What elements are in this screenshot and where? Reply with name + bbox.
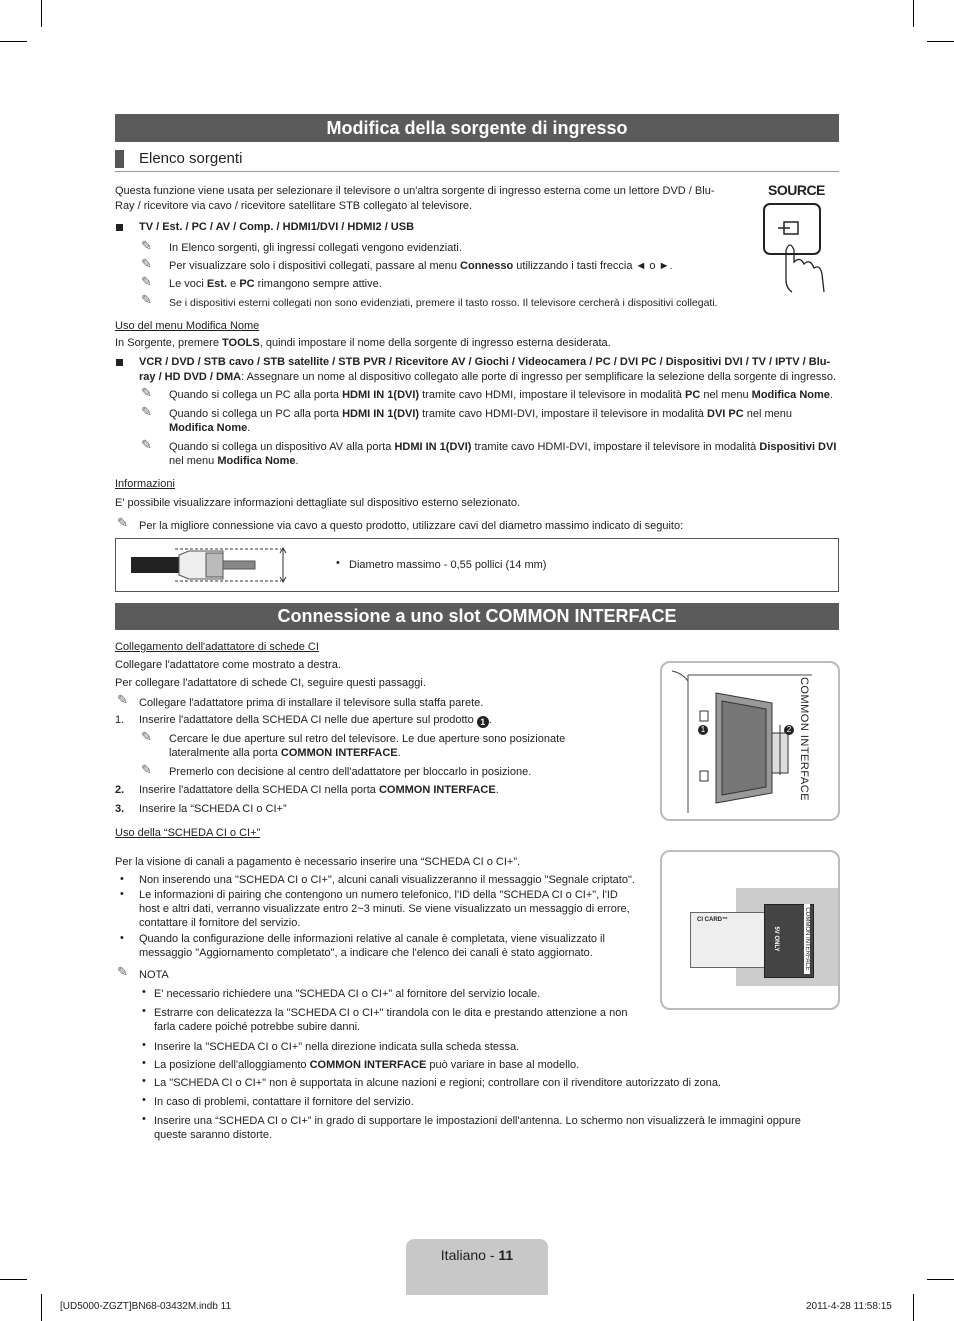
step-number: 3. <box>115 803 125 815</box>
cable-spec-box <box>115 538 839 592</box>
note-text: Quando si collega un dispositivo AV alla porta HDMI IN 1(DVI) tramite cavo HDMI-DVI, impostare il televisore in modalità Dispositivi DVI <box>169 441 837 453</box>
page-number-tab <box>406 1239 548 1295</box>
crop-mark <box>913 0 914 27</box>
note-icon: ✎ <box>141 762 152 777</box>
note-text: Quando si collega un PC alla porta HDMI IN 1(DVI) tramite cavo HDMI, impostare il televisore in modalità PC nel menu Modifica Nome. <box>169 389 833 401</box>
usage-text: Per la visione di canali a pagamento è necessario inserire una “SCHEDA CI o CI+”. <box>115 856 521 868</box>
source-button-label: SOURCE <box>768 182 825 198</box>
nota-bullet: La posizione dell'alloggiamento COMMON INTERFACE può variare in base al modello. <box>154 1059 580 1071</box>
adapter-heading: Collegamento dell'adattatore di schede CI <box>115 641 319 653</box>
bullet-square <box>116 224 123 231</box>
cable-spec: Diametro massimo - 0,55 pollici (14 mm) <box>349 559 547 571</box>
crop-mark <box>927 41 954 42</box>
cable-note: Per la migliore connessione via cavo a questo prodotto, utilizzare cavi del diametro massimo indicato di seguito: <box>139 520 684 532</box>
ci-5v-label: 5V ONLY <box>773 926 779 952</box>
footer-file: [UD5000-ZGZT]BN68-03432M.indb 11 <box>60 1301 232 1312</box>
note-text-cont: Modifica Nome. <box>169 422 251 434</box>
note-icon: ✎ <box>141 404 152 419</box>
subsection-marker <box>115 150 124 168</box>
section-title-bar: Modifica della sorgente di ingresso <box>115 114 839 142</box>
nota-bullet-cont: queste saranno distorte. <box>154 1129 273 1141</box>
ci-adapter-drawing <box>662 663 838 819</box>
bullet-dot: • <box>120 888 124 900</box>
step-number: 1. <box>115 714 125 726</box>
adapter-text: Collegare l'adattatore come mostrato a destra. <box>115 659 341 671</box>
footer-date: 2011-4-28 11:58:15 <box>806 1301 892 1312</box>
usage-bullet-cont: contattare il fornitore del servizio. <box>139 917 301 929</box>
step-note: Cercare le due aperture sul retro del televisore. Le due aperture sono posizionate <box>169 733 566 745</box>
usage-heading: Uso della “SCHEDA CI o CI+” <box>115 827 261 839</box>
marker-1: 1 <box>698 725 708 735</box>
adapter-note: Collegare l'adattatore prima di installare il televisore sulla staffa parete. <box>139 697 484 709</box>
nota-label: NOTA <box>139 969 169 981</box>
bullet-dot: • <box>120 932 124 944</box>
usage-bullet-cont: host e altri dati, verranno visualizzate entro 2~3 minuti. Se viene visualizzato un messaggio di errore, <box>139 903 630 915</box>
usage-bullet: Le informazioni di pairing che contengono un numero telefonico, l'ID della "SCHEDA CI o CI+", l'ID <box>139 889 618 901</box>
bullet-dot: • <box>142 1113 146 1125</box>
bullet-dot: • <box>336 557 340 569</box>
note-text-cont: nel menu Modifica Nome. <box>169 455 299 467</box>
step-note: lateralmente alla porta COMMON INTERFACE. <box>169 747 401 759</box>
adapter-text: Per collegare l'adattatore di schede CI, seguire questi passaggi. <box>115 677 426 689</box>
step-note: Premerlo con decisione al centro dell'adattatore per bloccarlo in posizione. <box>169 766 532 778</box>
bullet-dot: • <box>142 1005 146 1017</box>
note-icon: ✎ <box>141 292 152 307</box>
note-text: Quando si collega un PC alla porta HDMI IN 1(DVI) tramite cavo HDMI-DVI, impostare il televisore in modalità DVI PC nel menu <box>169 408 792 420</box>
marker-1: 1 <box>477 716 489 728</box>
rename-bullet-cont: ray / HD DVD / DMA: Assegnare un nome al dispositivo collegato alle porte di ingresso per semplificare la selezione della sorgente di ingresso. <box>139 371 837 383</box>
cable-icon <box>131 545 291 585</box>
bullet-dot: • <box>120 873 124 885</box>
nota-bullet: E' necessario richiedere una "SCHEDA CI o CI+" al fornitore del servizio locale. <box>154 988 541 1000</box>
bullet-dot: • <box>142 1039 146 1051</box>
ci-card-label: CI CARD™ <box>697 917 728 923</box>
source-button-illustration <box>752 182 836 294</box>
nota-bullet: In caso di problemi, contattare il fornitore del servizio. <box>154 1096 414 1108</box>
note-icon: ✎ <box>141 729 152 744</box>
bullet-dot: • <box>142 986 146 998</box>
crop-mark <box>41 0 42 27</box>
bullet-dot: • <box>142 1057 146 1069</box>
crop-mark <box>913 1294 914 1321</box>
note-icon: ✎ <box>117 515 128 530</box>
note-icon: ✎ <box>141 274 152 289</box>
intro-text: Questa funzione viene usata per selezionare il televisore o un'altra sorgente di ingresso esterna come un lettore DVD / Blu-Ray / ricevitore via cavo / ricevitore satellitare STB collegato al televisore. <box>115 185 715 212</box>
step-text: Inserire l'adattatore della SCHEDA CI nella porta COMMON INTERFACE. <box>139 784 499 796</box>
subsection-rule <box>115 171 839 172</box>
crop-mark <box>0 1279 27 1280</box>
bullet-square <box>116 359 123 366</box>
marker-2: 2 <box>784 725 794 735</box>
bullet-dot: • <box>142 1075 146 1087</box>
rename-bullet: VCR / DVD / STB cavo / STB satellite / STB PVR / Ricevitore AV / Giochi / Videocamera / PC / DVI PC / Dispositivi DVI / TV / IPTV / Blu- <box>139 356 831 368</box>
note-icon: ✎ <box>117 692 128 707</box>
note-text: Se i dispositivi esterni collegati non sono evidenziati, premere il tasto rosso. Il televisore cercherà i dispositivi collegati. <box>169 297 718 309</box>
nota-bullet: Inserire una “SCHEDA CI o CI+” in grado di supportare le impostazioni dell'antenna. Lo schermo non visualizzerà le immagini oppure <box>154 1115 801 1127</box>
step-text: Inserire la “SCHEDA CI o CI+” <box>139 803 287 815</box>
page-number-label: Italiano - 11 <box>440 1247 514 1263</box>
note-text: Per visualizzare solo i dispositivi collegati, passare al menu Connesso utilizzando i tasti freccia ◄ o ►. <box>169 260 673 272</box>
note-icon: ✎ <box>141 437 152 452</box>
subsection-title: Elenco sorgenti <box>139 150 243 167</box>
source-button-icon <box>752 200 836 294</box>
info-text: E' possibile visualizzare informazioni dettagliate sul dispositivo esterno selezionato. <box>115 497 521 509</box>
usage-bullet-cont: messaggio "Aggiornamento completato", a indicare che l'elenco dei canali è stato aggiornato. <box>139 947 593 959</box>
section-title-bar: Connessione a uno slot COMMON INTERFACE <box>115 603 839 630</box>
ci-card <box>690 912 766 968</box>
nota-bullet-cont: farla cadere poiché potrebbe subire danni. <box>154 1021 361 1033</box>
bullet-dot: • <box>142 1094 146 1106</box>
ci-card-figure <box>660 850 840 1010</box>
rename-text: In Sorgente, premere TOOLS, quindi impostare il nome della sorgente di ingresso esterna desiderata. <box>115 337 611 349</box>
ci-adapter-figure <box>660 661 840 821</box>
rename-heading: Uso del menu Modifica Nome <box>115 320 260 332</box>
note-icon: ✎ <box>141 385 152 400</box>
info-heading: Informazioni <box>115 478 175 490</box>
step-number: 2. <box>115 784 125 796</box>
crop-mark <box>41 1294 42 1321</box>
crop-mark <box>0 41 27 42</box>
note-text: In Elenco sorgenti, gli ingressi collegati vengono evidenziati. <box>169 242 462 254</box>
nota-bullet: Inserire la "SCHEDA CI o CI+" nella direzione indicata sulla scheda stessa. <box>154 1041 520 1053</box>
sources-list: TV / Est. / PC / AV / Comp. / HDMI1/DVI / HDMI2 / USB <box>139 221 415 233</box>
note-icon: ✎ <box>117 964 128 979</box>
nota-bullet: Estrarre con delicatezza la "SCHEDA CI o CI+" tirandola con le dita e prestando attenzione a non <box>154 1007 628 1019</box>
step-text: Inserire l'adattatore della SCHEDA CI nelle due aperture sul prodotto 1 . <box>139 714 492 727</box>
common-interface-label: COMMON INTERFACE <box>798 676 810 802</box>
note-text: Le voci Est. e PC rimangono sempre attive. <box>169 278 382 290</box>
crop-mark <box>927 1279 954 1280</box>
ci-slot-label: COMMON INTERFACE <box>804 904 810 974</box>
note-icon: ✎ <box>141 256 152 271</box>
nota-bullet: La "SCHEDA CI o CI+" non è supportata in alcune nazioni e regioni; controllare con il rivenditore autorizzato di zona. <box>154 1077 721 1089</box>
note-icon: ✎ <box>141 238 152 253</box>
usage-bullet: Quando la configurazione delle informazioni relative al canale è completata, viene visualizzato il <box>139 933 605 945</box>
usage-bullet: Non inserendo una "SCHEDA CI o CI+", alcuni canali visualizzeranno il messaggio "Segnale criptato". <box>139 874 635 886</box>
